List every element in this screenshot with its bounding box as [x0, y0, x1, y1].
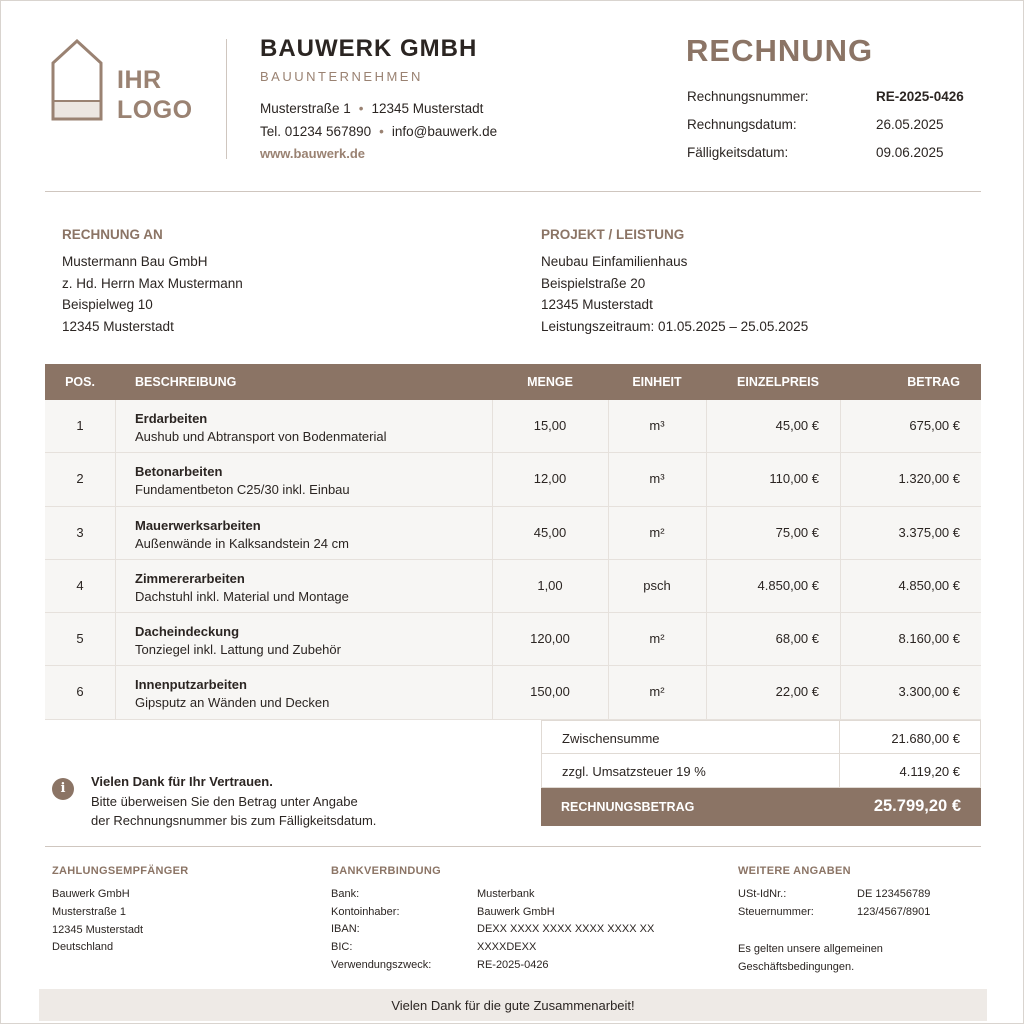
row-amount: 3.375,00 € — [898, 524, 960, 540]
row-unit: m² — [649, 631, 665, 647]
row-amount: 3.300,00 € — [898, 684, 960, 700]
bank-value: DEXX XXXX XXXX XXXX XXXX XX — [477, 923, 655, 935]
tax-row — [541, 754, 981, 788]
row-qty: 120,00 — [530, 631, 570, 647]
extra-value: 123/4567/8901 — [857, 906, 931, 918]
row-title: Erdarbeiten — [135, 411, 208, 426]
extra-heading: WEITERE ANGABEN — [738, 865, 851, 877]
footer-rule — [45, 846, 981, 847]
bank-label: IBAN: — [331, 923, 360, 935]
row-title: Betonarbeiten — [135, 464, 223, 480]
row-price: 68,00 € — [775, 631, 819, 647]
header-divider — [226, 39, 227, 159]
terms-line-2: Geschäftsbedingungen. — [738, 961, 855, 973]
bank-value: Bauwerk GmbH — [477, 906, 555, 918]
row-price: 22,00 € — [775, 684, 819, 700]
row-unit: m³ — [649, 471, 665, 487]
payee-line: Bauwerk GmbH — [52, 888, 130, 900]
recipient-line: Mustermann Bau GmbH — [62, 254, 208, 269]
row-desc: Aushub und Abtransport von Bodenmaterial — [135, 429, 387, 444]
company-subtitle: BAUUNTERNEHMEN — [260, 69, 423, 84]
col-header-amount: BETRAG — [907, 375, 960, 389]
company-web: www.bauwerk.de — [260, 146, 365, 161]
row-pos: 5 — [76, 631, 84, 647]
row-price: 45,00 € — [775, 418, 819, 433]
table-row — [45, 453, 981, 506]
company-address: Musterstraße 1 • 12345 Musterstadt — [260, 101, 484, 116]
payee-line: 12345 Musterstadt — [52, 924, 144, 936]
row-amount: 1.320,00 € — [898, 471, 960, 487]
row-price: 75,00 € — [775, 524, 819, 540]
row-amount: 675,00 € — [909, 418, 960, 433]
row-price: 110,00 € — [769, 471, 819, 487]
company-contact: Tel. 01234 567890 • info@bauwerk.de — [260, 124, 498, 139]
row-amount: 4.850,00 € — [898, 577, 960, 593]
logo-line-1: IHR — [117, 66, 162, 94]
subtotal-value: 21.680,00 € — [891, 731, 960, 746]
col-header-price: EINZELPREIS — [737, 375, 819, 389]
row-pos: 2 — [76, 471, 84, 487]
tax-label: zzgl. Umsatzsteuer 19 % — [562, 764, 706, 779]
line-items-table — [45, 364, 981, 720]
row-qty: 1,00 — [537, 577, 563, 593]
row-qty: 45,00 — [533, 524, 567, 540]
extra-value: DE 123456789 — [857, 888, 931, 900]
note-heading: Vielen Dank für Ihr Vertrauen. — [91, 774, 273, 789]
row-title: Zimmererarbeiten — [135, 570, 245, 586]
info-icon: i — [52, 778, 74, 800]
project-line: Neubau Einfamilienhaus — [541, 254, 688, 269]
invoice-number: RE-2025-0426 — [876, 89, 964, 104]
row-unit: psch — [643, 577, 671, 593]
row-unit: m² — [649, 524, 665, 540]
payee-line: Musterstraße 1 — [52, 906, 126, 918]
project-line: Leistungszeitraum: 01.05.2025 – 25.05.2025 — [541, 319, 809, 334]
row-qty: 150,00 — [530, 684, 570, 700]
header-rule — [45, 191, 981, 192]
col-header-pos: POS. — [65, 375, 95, 389]
project-line: Beispielstraße 20 — [541, 276, 646, 291]
note-line-2: der Rechnungsnummer bis zum Fälligkeitsdatum. — [91, 813, 377, 828]
row-pos: 4 — [76, 577, 84, 593]
logo-text — [117, 65, 193, 125]
bank-value: XXXXDEXX — [477, 941, 537, 953]
row-price: 4.850,00 € — [757, 577, 819, 593]
bank-heading: BANKVERBINDUNG — [331, 865, 441, 877]
company-email: info@bauwerk.de — [391, 124, 498, 139]
col-header-unit: EINHEIT — [632, 375, 682, 389]
note-line-1: Bitte überweisen Sie den Betrag unter Angabe — [91, 794, 358, 809]
terms-line-1: Es gelten unsere allgemeinen — [738, 943, 883, 955]
row-amount: 8.160,00 € — [898, 631, 960, 647]
payee-line: Deutschland — [52, 941, 114, 953]
subtotal-label: Zwischensumme — [562, 731, 660, 746]
row-pos: 6 — [76, 684, 84, 700]
bank-label: Verwendungszweck: — [331, 959, 432, 971]
table-row — [45, 560, 981, 613]
table-row — [45, 613, 981, 666]
recipient-line: z. Hd. Herrn Max Mustermann — [62, 276, 243, 291]
project-line: 12345 Musterstadt — [541, 297, 653, 312]
bank-label: Kontoinhaber: — [331, 906, 400, 918]
extra-label: Steuernummer: — [738, 906, 814, 918]
due-date: 09.06.2025 — [876, 145, 944, 160]
thanks-bar: Vielen Dank für die gute Zusammenarbeit! — [39, 989, 987, 1021]
row-title: Innenputzarbeiten — [135, 677, 247, 693]
row-desc: Fundamentbeton C25/30 inkl. Einbau — [135, 482, 350, 498]
company-name: BAUWERK GMBH — [260, 35, 478, 62]
totals-box — [541, 720, 981, 826]
bank-value: RE-2025-0426 — [477, 959, 549, 971]
total-value: 25.799,20 € — [873, 797, 961, 815]
row-desc: Gipsputz an Wänden und Decken — [135, 695, 330, 711]
logo-line-2: LOGO — [117, 96, 193, 124]
invoice-title: RECHNUNG — [686, 33, 874, 68]
payee-heading: ZAHLUNGSEMPFÄNGER — [52, 865, 189, 877]
extra-label: USt-IdNr.: — [738, 888, 787, 900]
table-row — [45, 507, 981, 560]
invoice-date: 26.05.2025 — [876, 117, 944, 132]
row-desc: Tonziegel inkl. Lattung und Zubehör — [135, 642, 341, 658]
row-pos: 1 — [76, 418, 84, 433]
recipient-heading: RECHNUNG AN — [62, 227, 163, 242]
tax-value: 4.119,20 € — [899, 764, 960, 779]
company-street: Musterstraße 1 — [260, 101, 351, 116]
invoice-date-label: Rechnungsdatum: — [687, 117, 797, 132]
bank-label: BIC: — [331, 941, 353, 953]
table-header — [45, 364, 981, 400]
table-row — [45, 400, 981, 453]
subtotal-row — [541, 720, 981, 754]
row-unit: m² — [649, 684, 665, 700]
row-title: Dacheindeckung — [135, 624, 240, 640]
row-desc: Dachstuhl inkl. Material und Montage — [135, 588, 349, 604]
col-header-qty: MENGE — [527, 375, 573, 389]
recipient-line: Beispielweg 10 — [62, 297, 153, 312]
bank-label: Bank: — [331, 888, 360, 900]
due-date-label: Fälligkeitsdatum: — [687, 145, 789, 160]
row-qty: 15,00 — [533, 418, 567, 433]
row-qty: 12,00 — [533, 471, 567, 487]
row-title: Mauerwerksarbeiten — [135, 517, 261, 533]
table-row — [45, 666, 981, 719]
company-city: 12345 Musterstadt — [371, 101, 484, 116]
total-label: RECHNUNGSBETRAG — [561, 800, 695, 814]
bank-value: Musterbank — [477, 888, 535, 900]
recipient-line: 12345 Musterstadt — [62, 319, 174, 334]
project-heading: PROJEKT / LEISTUNG — [541, 227, 685, 242]
company-phone: Tel. 01234 567890 — [260, 124, 372, 139]
row-pos: 3 — [76, 524, 84, 540]
total-row — [541, 788, 981, 826]
row-desc: Außenwände in Kalksandstein 24 cm — [135, 535, 349, 551]
col-header-desc: BESCHREIBUNG — [135, 375, 237, 389]
invoice-number-label: Rechnungsnummer: — [687, 89, 809, 104]
row-unit: m³ — [649, 418, 665, 433]
